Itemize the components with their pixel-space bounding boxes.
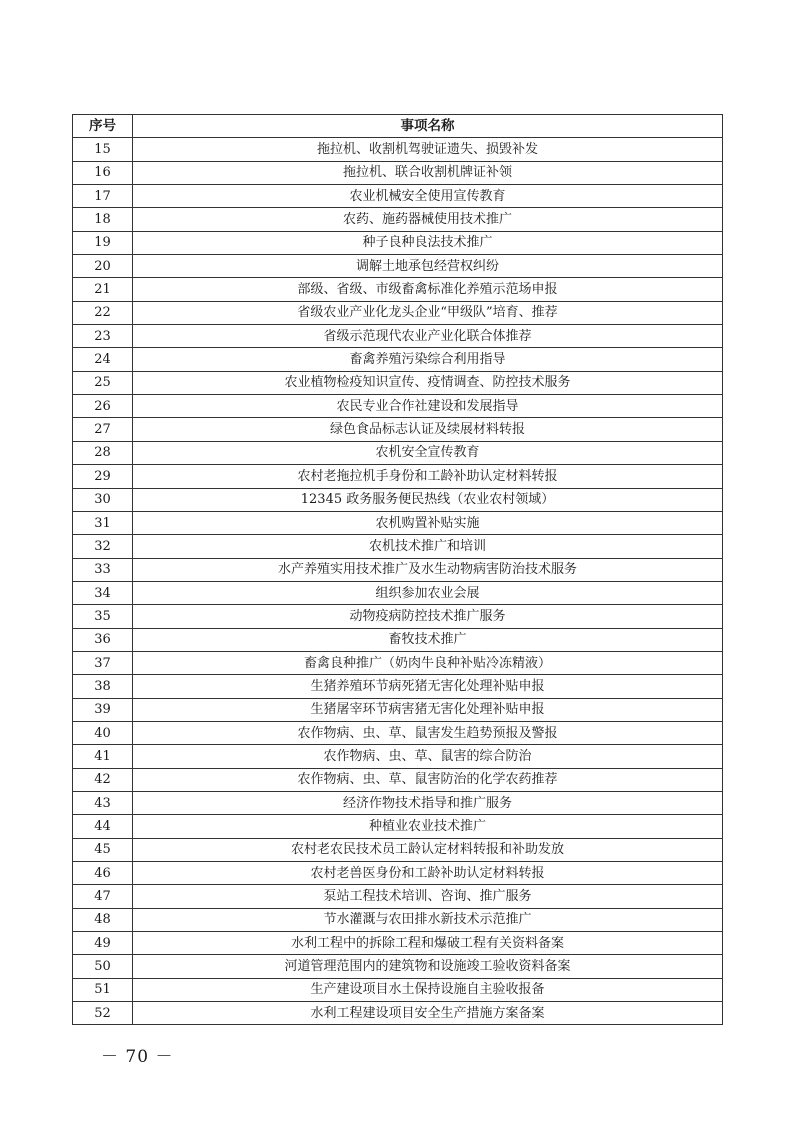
row-number: 33 xyxy=(73,558,133,581)
table-row xyxy=(73,885,723,908)
table-row xyxy=(73,745,723,768)
table-row xyxy=(73,955,723,978)
row-number: 47 xyxy=(73,885,133,908)
row-number: 35 xyxy=(73,605,133,628)
table-row xyxy=(73,815,723,838)
table-row xyxy=(73,511,723,534)
row-number: 30 xyxy=(73,488,133,511)
row-item-name: 水利工程中的拆除工程和爆破工程有关资料备案 xyxy=(133,932,723,955)
table-row xyxy=(73,465,723,488)
row-item-name: 农作物病、虫、草、鼠害的综合防治 xyxy=(133,745,723,768)
row-item-name: 12345 政务服务便民热线（农业农村领域） xyxy=(133,488,723,511)
row-item-name: 种子良种良法技术推广 xyxy=(133,231,723,254)
row-number: 50 xyxy=(73,955,133,978)
row-number: 34 xyxy=(73,581,133,604)
row-number: 20 xyxy=(73,255,133,278)
table-row xyxy=(73,908,723,931)
header-item-name: 事项名称 xyxy=(133,115,723,138)
row-number: 19 xyxy=(73,231,133,254)
row-number: 44 xyxy=(73,815,133,838)
row-number: 45 xyxy=(73,838,133,861)
row-item-name: 农机技术推广和培训 xyxy=(133,535,723,558)
row-item-name: 农作物病、虫、草、鼠害发生趋势预报及警报 xyxy=(133,721,723,744)
row-number: 37 xyxy=(73,651,133,674)
row-item-name: 部级、省级、市级畜禽标准化养殖示范场申报 xyxy=(133,278,723,301)
table-row xyxy=(73,558,723,581)
row-item-name: 水产养殖实用技术推广及水生动物病害防治技术服务 xyxy=(133,558,723,581)
table-row xyxy=(73,138,723,161)
row-item-name: 动物疫病防控技术推广服务 xyxy=(133,605,723,628)
row-item-name: 拖拉机、联合收割机牌证补领 xyxy=(133,161,723,184)
row-item-name: 调解土地承包经营权纠纷 xyxy=(133,255,723,278)
table-row xyxy=(73,255,723,278)
table-row xyxy=(73,932,723,955)
row-number: 15 xyxy=(73,138,133,161)
row-number: 31 xyxy=(73,511,133,534)
table-row xyxy=(73,978,723,1001)
row-item-name: 农村老兽医身份和工龄补助认定材料转报 xyxy=(133,862,723,885)
table-row xyxy=(73,581,723,604)
table-row xyxy=(73,791,723,814)
table-row xyxy=(73,395,723,418)
row-number: 25 xyxy=(73,371,133,394)
table-row xyxy=(73,418,723,441)
row-number: 36 xyxy=(73,628,133,651)
table-row xyxy=(73,675,723,698)
page-number: － 70 － xyxy=(101,1047,174,1067)
header-number: 序号 xyxy=(73,115,133,138)
row-number: 18 xyxy=(73,208,133,231)
row-number: 27 xyxy=(73,418,133,441)
row-item-name: 拖拉机、收割机驾驶证遗失、损毁补发 xyxy=(133,138,723,161)
row-number: 16 xyxy=(73,161,133,184)
row-number: 39 xyxy=(73,698,133,721)
row-item-name: 省级示范现代农业产业化联合体推荐 xyxy=(133,325,723,348)
row-number: 23 xyxy=(73,325,133,348)
row-item-name: 农村老农民技术员工龄认定材料转报和补助发放 xyxy=(133,838,723,861)
row-item-name: 畜禽良种推广（奶肉牛良种补贴冷冻精液） xyxy=(133,651,723,674)
row-number: 24 xyxy=(73,348,133,371)
row-number: 49 xyxy=(73,932,133,955)
row-number: 28 xyxy=(73,441,133,464)
row-item-name: 农村老拖拉机手身份和工龄补助认定材料转报 xyxy=(133,465,723,488)
row-number: 21 xyxy=(73,278,133,301)
row-number: 29 xyxy=(73,465,133,488)
row-number: 48 xyxy=(73,908,133,931)
table-row xyxy=(73,325,723,348)
row-item-name: 农业植物检疫知识宣传、疫情调查、防控技术服务 xyxy=(133,371,723,394)
table-row xyxy=(73,838,723,861)
row-item-name: 节水灌溉与农田排水新技术示范推广 xyxy=(133,908,723,931)
row-number: 41 xyxy=(73,745,133,768)
row-item-name: 生产建设项目水土保持设施自主验收报备 xyxy=(133,978,723,1001)
row-item-name: 生猪屠宰环节病害猪无害化处理补贴申报 xyxy=(133,698,723,721)
table-row xyxy=(73,535,723,558)
row-number: 22 xyxy=(73,301,133,324)
row-item-name: 泵站工程技术培训、咨询、推广服务 xyxy=(133,885,723,908)
row-item-name: 农业机械安全使用宣传教育 xyxy=(133,185,723,208)
row-item-name: 生猪养殖环节病死猪无害化处理补贴申报 xyxy=(133,675,723,698)
row-item-name: 绿色食品标志认证及续展材料转报 xyxy=(133,418,723,441)
row-number: 46 xyxy=(73,862,133,885)
row-item-name: 农机安全宣传教育 xyxy=(133,441,723,464)
table-row xyxy=(73,278,723,301)
table-row xyxy=(73,371,723,394)
row-item-name: 经济作物技术指导和推广服务 xyxy=(133,791,723,814)
table-row xyxy=(73,721,723,744)
row-item-name: 畜禽养殖污染综合利用指导 xyxy=(133,348,723,371)
table-row xyxy=(73,488,723,511)
table-row xyxy=(73,185,723,208)
row-item-name: 河道管理范围内的建筑物和设施竣工验收资料备案 xyxy=(133,955,723,978)
row-item-name: 组织参加农业会展 xyxy=(133,581,723,604)
row-number: 42 xyxy=(73,768,133,791)
table-row xyxy=(73,161,723,184)
row-number: 52 xyxy=(73,1002,133,1025)
table-header xyxy=(73,115,723,138)
table-row xyxy=(73,231,723,254)
table-row xyxy=(73,768,723,791)
row-number: 38 xyxy=(73,675,133,698)
row-item-name: 畜牧技术推广 xyxy=(133,628,723,651)
row-number: 43 xyxy=(73,791,133,814)
row-item-name: 农民专业合作社建设和发展指导 xyxy=(133,395,723,418)
table-row xyxy=(73,208,723,231)
row-item-name: 种植业农业技术推广 xyxy=(133,815,723,838)
table-row xyxy=(73,698,723,721)
row-item-name: 农机购置补贴实施 xyxy=(133,511,723,534)
table-row xyxy=(73,605,723,628)
items-table xyxy=(72,114,723,1025)
table-row xyxy=(73,301,723,324)
row-number: 32 xyxy=(73,535,133,558)
row-number: 40 xyxy=(73,721,133,744)
table-row xyxy=(73,348,723,371)
row-item-name: 水利工程建设项目安全生产措施方案备案 xyxy=(133,1002,723,1025)
table-row xyxy=(73,651,723,674)
table-row xyxy=(73,441,723,464)
row-item-name: 农药、施药器械使用技术推广 xyxy=(133,208,723,231)
table-body xyxy=(73,138,723,1025)
row-number: 51 xyxy=(73,978,133,1001)
table-row xyxy=(73,1002,723,1025)
row-item-name: 农作物病、虫、草、鼠害防治的化学农药推荐 xyxy=(133,768,723,791)
table-row xyxy=(73,862,723,885)
row-number: 17 xyxy=(73,185,133,208)
row-item-name: 省级农业产业化龙头企业“甲级队”培育、推荐 xyxy=(133,301,723,324)
header-row xyxy=(73,115,723,138)
table-row xyxy=(73,628,723,651)
row-number: 26 xyxy=(73,395,133,418)
